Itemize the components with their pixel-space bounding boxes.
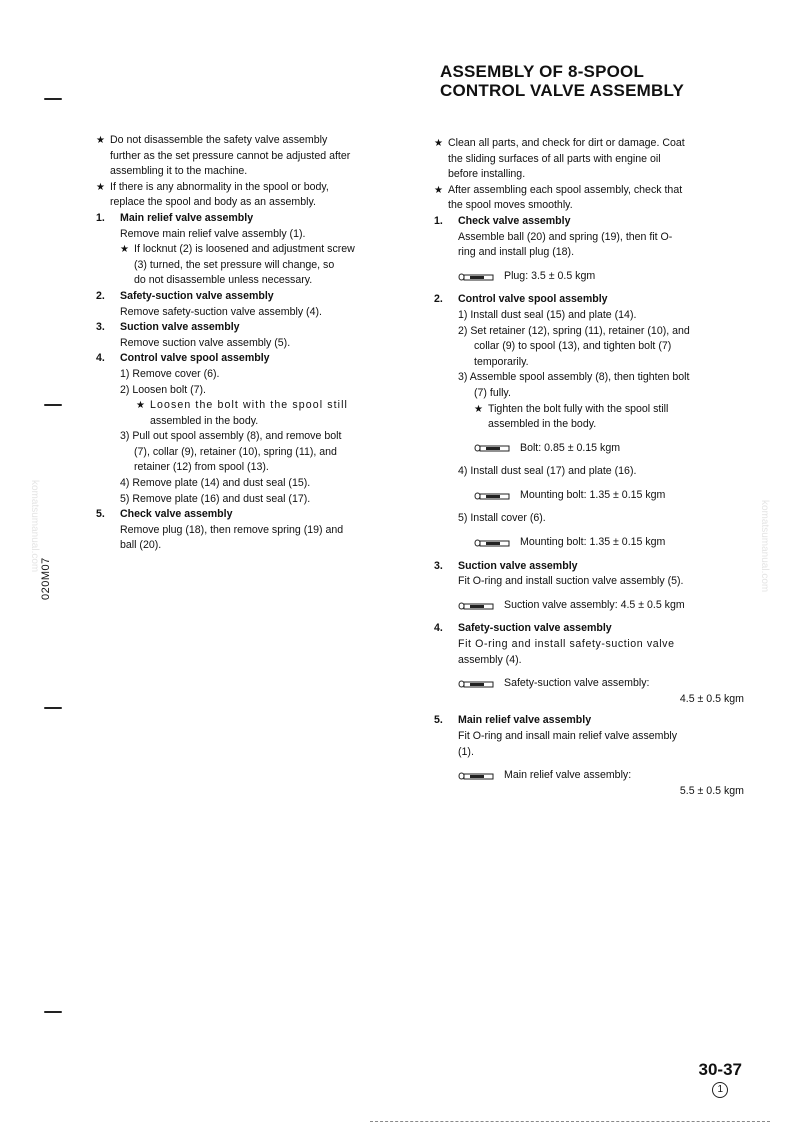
section-number: 3.: [96, 321, 105, 334]
binder-mark: [44, 707, 62, 709]
step-text: 1) Remove cover (6).: [120, 367, 220, 380]
note-text: If locknut (2) is loosened and adjustment screw: [134, 243, 355, 256]
step-text: 3) Assemble spool assembly (8), then tighten bolt: [458, 371, 690, 384]
torque-spec: [458, 768, 744, 784]
note: [474, 402, 744, 433]
watermark: komatsumanual.com: [29, 480, 40, 573]
step-text: 5) Remove plate (16) and dust seal (17).: [120, 492, 311, 505]
torque-spec: [474, 441, 744, 457]
page-number: 30-37: [698, 1060, 742, 1079]
section-title: Safety-suction valve assembly: [120, 289, 274, 302]
note: [96, 133, 406, 180]
torque-value: Plug: 3.5 ± 0.5 kgm: [504, 269, 596, 282]
star-icon: ★: [136, 400, 145, 412]
note-text: assembled in the body.: [488, 418, 597, 431]
section-title: Check valve assembly: [120, 508, 233, 521]
step-text: (7) fully.: [474, 386, 511, 399]
note-text: After assembling each spool assembly, check that: [448, 183, 683, 196]
section-title: Safety-suction valve assembly: [458, 622, 612, 635]
torque-wrench-icon: [458, 272, 494, 282]
step-text: temporarily.: [474, 355, 529, 368]
section-number: 3.: [434, 559, 443, 572]
torque-value: 4.5 ± 0.5 kgm: [679, 692, 744, 705]
section-title: Main relief valve assembly: [458, 714, 592, 727]
section-title: Control valve spool assembly: [458, 293, 608, 306]
section-number: 1.: [434, 214, 443, 227]
section-text: Fit O-ring and install suction valve assembly (5).: [458, 575, 684, 588]
star-icon: ★: [96, 181, 105, 193]
note-text: replace the spool and body as an assembly.: [110, 196, 316, 209]
note-text: Tighten the bolt fully with the spool still: [488, 402, 669, 415]
star-icon: ★: [474, 403, 483, 415]
watermark: komatsumanual.com: [759, 500, 770, 593]
section-text: ring and install plug (18).: [458, 246, 575, 259]
section-text: Remove safety-suction valve assembly (4).: [120, 305, 322, 318]
torque-spec: [458, 676, 744, 692]
torque-value: Mounting bolt: 1.35 ± 0.15 kgm: [520, 488, 666, 501]
section-text: Assemble ball (20) and spring (19), then fit O-: [458, 230, 673, 243]
section: [96, 320, 406, 351]
section-title: Control valve spool assembly: [120, 352, 270, 365]
torque-value: Suction valve assembly: 4.5 ± 0.5 kgm: [504, 598, 685, 611]
section-number: 2.: [96, 289, 105, 302]
note: [136, 398, 348, 429]
step-text: 3) Pull out spool assembly (8), and remove bolt: [120, 430, 342, 443]
torque-value: 5.5 ± 0.5 kgm: [679, 784, 744, 797]
page-number-block: [699, 1060, 742, 1098]
torque-spec: [474, 488, 744, 504]
torque-spec: [458, 269, 744, 285]
left-column: [96, 133, 406, 554]
step-text: (7), collar (9), retainer (10), spring (11), and: [134, 445, 337, 458]
step-text: retainer (12) from spool (13).: [134, 461, 269, 474]
star-icon: ★: [96, 135, 105, 146]
star-icon: ★: [434, 138, 443, 149]
note-text: If there is any abnormality in the spool or body,: [110, 180, 329, 193]
torque-wrench-icon: [458, 601, 494, 611]
torque-spec: [474, 535, 744, 551]
section-number: 1.: [96, 211, 105, 224]
star-icon: ★: [120, 244, 129, 256]
binder-mark: [44, 1011, 62, 1013]
section-text: assembly (4).: [458, 653, 522, 666]
step-text: 4) Remove plate (14) and dust seal (15).: [120, 477, 311, 490]
note-text: Loosen the bolt with the spool still: [150, 399, 349, 412]
page-title: [440, 62, 684, 100]
binder-mark: [44, 404, 62, 406]
section: [434, 559, 744, 622]
note: [434, 183, 744, 214]
torque-label: Safety-suction valve assembly:: [504, 677, 650, 690]
section-title: Main relief valve assembly: [120, 211, 254, 224]
section-number: 2.: [434, 293, 443, 306]
document-code: 020M07: [40, 557, 52, 600]
note: [120, 242, 355, 289]
torque-wrench-icon: [458, 771, 494, 781]
section-title: Suction valve assembly: [120, 321, 240, 334]
revision-mark: 1: [712, 1082, 728, 1098]
right-column: [434, 136, 744, 799]
section: [434, 214, 744, 292]
section-text: Remove main relief valve assembly (1).: [120, 227, 306, 240]
torque-value: Bolt: 0.85 ± 0.15 kgm: [520, 441, 621, 454]
note-text: Clean all parts, and check for dirt or damage. Coat: [448, 137, 685, 149]
note: [434, 136, 744, 183]
section: [96, 351, 406, 507]
note-text: (3) turned, the set pressure will change, so: [134, 258, 335, 271]
star-icon: ★: [434, 184, 443, 196]
step-text: 5) Install cover (6).: [458, 512, 546, 525]
section-text: ball (20).: [120, 539, 162, 552]
step-text: collar (9) to spool (13), and tighten bolt (7): [474, 340, 672, 353]
title-line-1: ASSEMBLY OF 8-SPOOL: [440, 62, 645, 81]
section: [434, 713, 744, 799]
note-text: Do not disassemble the safety valve assembly: [110, 134, 328, 146]
title-line-2: CONTROL VALVE ASSEMBLY: [440, 81, 685, 100]
torque-wrench-icon: [474, 443, 510, 453]
section-text: Remove plug (18), then remove spring (19) and: [120, 523, 344, 536]
section-number: 4.: [96, 352, 105, 365]
torque-spec: [458, 598, 744, 614]
binder-mark: [44, 98, 62, 100]
note-text: do not disassemble unless necessary.: [134, 274, 313, 287]
bottom-rule: [370, 1121, 770, 1122]
note-text: assembling it to the machine.: [110, 165, 248, 178]
section: [96, 507, 406, 554]
note-text: the sliding surfaces of all parts with engine oil: [448, 152, 661, 165]
step-text: 2) Set retainer (12), spring (11), retainer (10), and: [458, 324, 690, 337]
section-number: 4.: [434, 622, 443, 635]
torque-wrench-icon: [474, 538, 510, 548]
torque-wrench-icon: [458, 679, 494, 689]
note-text: further as the set pressure cannot be adjusted after: [110, 149, 351, 162]
step-text: 2) Loosen bolt (7).: [120, 383, 206, 396]
section-text: Fit O-ring and insall main relief valve assembly: [458, 730, 678, 742]
section-text: Remove suction valve assembly (5).: [120, 336, 291, 349]
section: [96, 211, 406, 289]
note-text: the spool moves smoothly.: [448, 199, 573, 212]
section: [434, 621, 744, 713]
section-text: Fit O-ring and install safety-suction valve: [458, 638, 675, 651]
note-text: assembled in the body.: [150, 414, 259, 427]
torque-label: Main relief valve assembly:: [504, 769, 632, 782]
step-text: 1) Install dust seal (15) and plate (14).: [458, 308, 637, 321]
section-title: Check valve assembly: [458, 214, 571, 227]
section-text: (1).: [458, 745, 474, 758]
section: [96, 289, 406, 320]
note-text: before installing.: [448, 168, 526, 181]
note: [96, 180, 406, 211]
section: [434, 292, 744, 558]
torque-wrench-icon: [474, 491, 510, 501]
step-text: 4) Install dust seal (17) and plate (16).: [458, 465, 637, 478]
section-number: 5.: [434, 714, 443, 727]
section-title: Suction valve assembly: [458, 559, 578, 572]
section-number: 5.: [96, 508, 105, 521]
torque-value: Mounting bolt: 1.35 ± 0.15 kgm: [520, 536, 666, 549]
